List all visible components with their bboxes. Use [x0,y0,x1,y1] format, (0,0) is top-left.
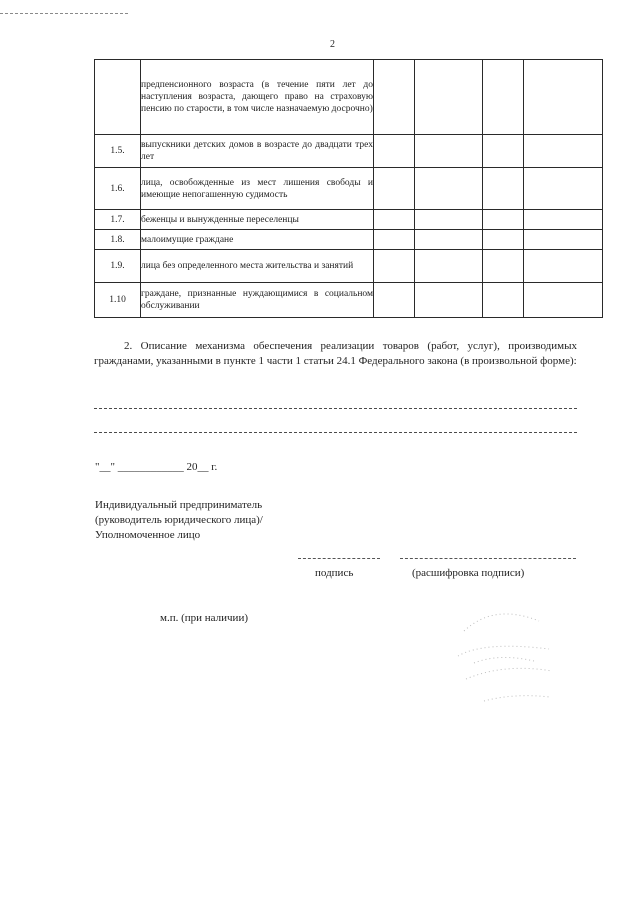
empty-cell [374,230,415,250]
stamp-place-label: м.п. (при наличии) [160,612,248,624]
section-2-text: 2. Описание механизма обеспечения реализации товаров (работ, услуг), производимых гражданами, указанными в пункте 1 части 1 статьи 24.1 Федерального закона (в произвольной форме): [94,340,577,367]
decryption-line [400,558,576,559]
table-row [95,283,603,318]
empty-cell [374,60,415,135]
empty-cell [415,210,483,230]
table-row [95,210,603,230]
signature-line [298,558,380,559]
empty-cell [483,210,524,230]
row-category-text: выпускники детских домов в возрасте до двадцати трех лет [141,135,374,168]
empty-cell [483,250,524,283]
row-category-text: предпенсионного возраста (в течение пяти лет до наступления возраста, дающего право на страховую пенсию по старости, в том числе назначаемую досрочно) [141,60,374,135]
empty-cell [415,230,483,250]
section-2-paragraph [94,339,577,369]
signatory-title: Индивидуальный предприниматель (руководитель юридического лица)/Уполномоченное лицо [95,499,263,541]
row-category-text: малоимущие граждане [141,230,374,250]
decryption-label: (расшифровка подписи) [412,567,525,579]
empty-cell [415,168,483,210]
fill-line-1 [94,408,577,409]
page-number: 2 [330,39,335,50]
row-number: 1.5. [95,135,141,168]
table-row [95,250,603,283]
scan-artifact-line [0,13,128,14]
row-number: 1.9. [95,250,141,283]
signature-label: подпись [315,567,354,579]
empty-cell [483,135,524,168]
empty-cell [374,168,415,210]
row-category-text: граждане, признанные нуждающимися в социальном обслуживании [141,283,374,318]
table-row [95,135,603,168]
table-row [95,230,603,250]
empty-cell [524,210,603,230]
row-number: 1.8. [95,230,141,250]
table-row [95,60,603,135]
row-number: 1.7. [95,210,141,230]
table-row [95,168,603,210]
empty-cell [524,283,603,318]
empty-cell [415,135,483,168]
row-category-text: лица, освобожденные из мест лишения свободы и имеющие непогашенную судимость [141,168,374,210]
empty-cell [415,60,483,135]
row-category-text: лица без определенного места жительства и занятий [141,250,374,283]
categories-table [94,59,603,318]
empty-cell [415,283,483,318]
empty-cell [483,60,524,135]
empty-cell [524,60,603,135]
row-number [95,60,141,135]
faded-stamp-mark [454,601,556,711]
empty-cell [483,283,524,318]
empty-cell [524,168,603,210]
fill-line-2 [94,432,577,433]
row-number: 1.6. [95,168,141,210]
empty-cell [483,230,524,250]
empty-cell [524,250,603,283]
date-line: "__" ____________ 20__ г. [95,461,218,473]
empty-cell [524,135,603,168]
empty-cell [374,283,415,318]
empty-cell [415,250,483,283]
row-number: 1.10 [95,283,141,318]
empty-cell [483,168,524,210]
empty-cell [374,135,415,168]
empty-cell [524,230,603,250]
empty-cell [374,250,415,283]
empty-cell [374,210,415,230]
row-category-text: беженцы и вынужденные переселенцы [141,210,374,230]
